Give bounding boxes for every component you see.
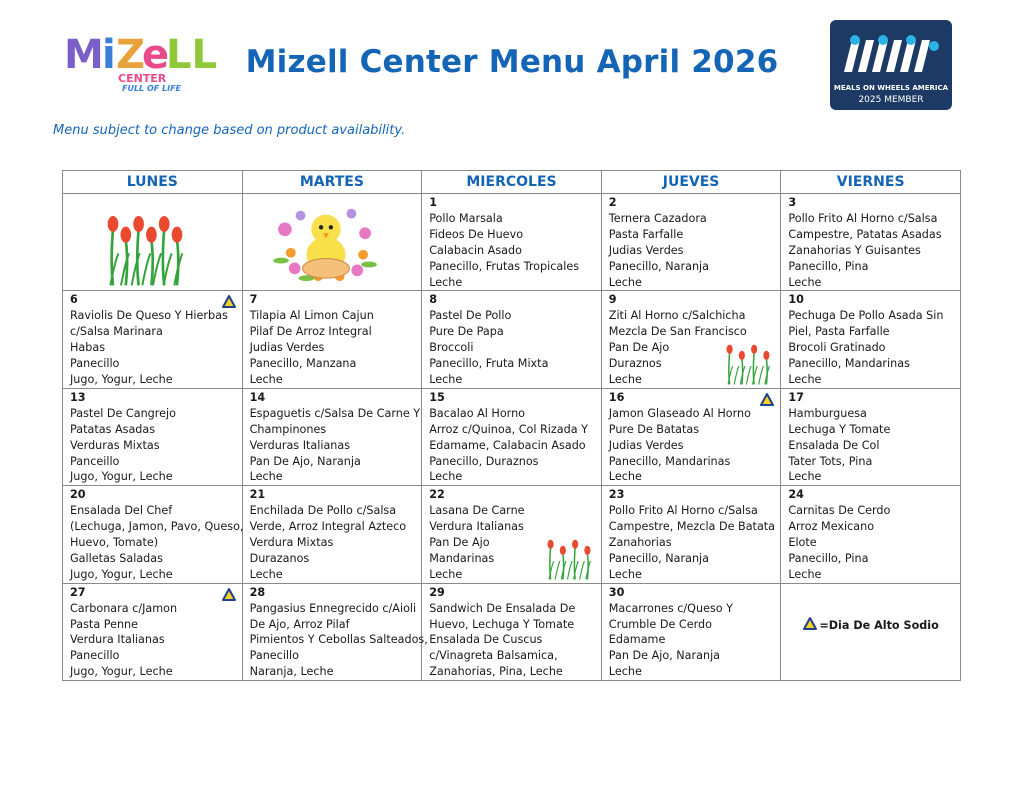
menu-item: Zanahorias Y Guisantes: [788, 243, 921, 257]
day-number: 10: [788, 293, 804, 307]
menu-item: Panecillo: [249, 649, 299, 663]
high-sodium-icon: [803, 617, 817, 635]
menu-item: Judias Verdes: [608, 438, 684, 452]
day-number: 15: [429, 390, 445, 404]
menu-item: Leche: [608, 567, 642, 581]
high-sodium-icon: [222, 588, 236, 601]
menu-item: Jugo, Yogur, Leche: [70, 372, 173, 386]
menu-item: Panecillo, Manzana: [249, 357, 357, 371]
menu-item: Huevo, Lechuga Y Tomate: [429, 617, 575, 631]
menu-item: Hamburguesa: [788, 406, 867, 420]
menu-item: Macarrones c/Queso Y: [608, 601, 734, 615]
day-cell: [601, 388, 781, 485]
menu-item: Panecillo: [70, 357, 120, 371]
legend-text: =Dia De Alto Sodio: [819, 618, 939, 632]
menu-item: Panecillo: [70, 649, 120, 663]
menu-item: Crumble De Cerdo: [608, 617, 712, 631]
high-sodium-icon: [760, 393, 774, 406]
day-cell: [601, 486, 781, 583]
menu-item: Pimientos Y Cebollas Salteados,: [249, 633, 428, 647]
menu-item: Pasta Penne: [70, 617, 139, 631]
menu-item: Carnitas De Cerdo: [788, 504, 891, 518]
day-number: 2: [608, 196, 617, 209]
menu-item: Enchilada De Pollo c/Salsa: [249, 504, 397, 518]
day-cell: [601, 583, 781, 680]
menu-item: Ternera Cazadora: [608, 211, 707, 225]
menu-item: Galletas Saladas: [70, 551, 163, 565]
menu-item: Pan De Ajo, Naranja: [608, 649, 721, 663]
meals-on-wheels-badge: [830, 20, 952, 110]
menu-item: Panecillo, Naranja: [608, 259, 710, 273]
weekday-header: LUNES: [63, 171, 243, 194]
menu-item: Naranja, Leche: [249, 665, 334, 679]
menu-item: Calabacin Asado: [429, 243, 522, 257]
svg-text:LL: LL: [166, 32, 217, 78]
weekday-header: MARTES: [242, 171, 422, 194]
menu-item: Jamon Glaseado Al Horno: [608, 406, 751, 420]
menu-item: Verduras Mixtas: [70, 438, 160, 452]
day-cell: [242, 291, 422, 388]
day-cell: [601, 291, 781, 388]
svg-text:Z: Z: [116, 32, 146, 78]
menu-item: Fideos De Huevo: [429, 227, 524, 241]
menu-item: Piel, Pasta Farfalle: [788, 325, 890, 339]
menu-item: Judias Verdes: [608, 243, 684, 257]
day-number: 29: [429, 585, 445, 599]
menu-item: Leche: [608, 470, 642, 484]
page-title: Mizell Center Menu April 2026: [245, 44, 779, 80]
menu-item: Leche: [608, 665, 642, 679]
day-number: 24: [788, 488, 804, 502]
menu-item: Pastel De Pollo: [429, 309, 512, 323]
day-number: 3: [788, 196, 797, 209]
decor-cell: [242, 194, 422, 291]
svg-text:e: e: [142, 32, 170, 78]
menu-item: Arroz Mexicano: [788, 520, 875, 534]
menu-item: Duraznos: [608, 357, 662, 371]
menu-item: Leche: [429, 567, 463, 581]
menu-item: Broccoli: [429, 341, 474, 355]
menu-item: Tater Tots, Pina: [788, 454, 873, 468]
menu-item: Pan De Ajo: [608, 341, 670, 355]
menu-item: Raviolis De Queso Y Hierbas: [70, 309, 228, 323]
day-cell: [242, 583, 428, 680]
easter-chick-image: [271, 198, 379, 291]
menu-item: Pollo Frito Al Horno c/Salsa: [788, 211, 938, 225]
tulips-image: [545, 535, 593, 581]
menu-item: Tilapia Al Limon Cajun: [249, 309, 374, 323]
day-number: 20: [70, 488, 86, 502]
day-cell: [422, 486, 602, 583]
menu-item: Leche: [788, 372, 822, 386]
menu-item: Verdura Italianas: [70, 633, 165, 647]
day-number: 16: [608, 390, 625, 404]
menu-item: Lasana De Carne: [429, 504, 525, 518]
day-cell: [422, 583, 602, 680]
menu-item: Carbonara c/Jamon: [70, 601, 178, 615]
menu-item: Pollo Frito Al Horno c/Salsa: [608, 504, 758, 518]
day-number: 6: [70, 293, 78, 307]
menu-item: Jugo, Yogur, Leche: [70, 665, 173, 679]
menu-item: Pechuga De Pollo Asada Sin: [788, 309, 944, 323]
menu-item: Ensalada Del Chef: [70, 504, 173, 518]
menu-item: Panecillo, Frutas Tropicales: [429, 259, 580, 273]
menu-item: Bacalao Al Horno: [429, 406, 526, 420]
day-number: 1: [429, 196, 437, 209]
menu-item: Huevo, Tomate): [70, 536, 159, 550]
menu-item: Verdura Italianas: [429, 520, 524, 534]
menu-item: Ensalada De Col: [788, 438, 880, 452]
sodium-legend-cell: [781, 583, 961, 680]
week-row: [63, 194, 961, 291]
day-number: 23: [608, 488, 625, 502]
menu-item: Patatas Asadas: [70, 422, 156, 436]
member-year-text: 2025 MEMBER: [858, 95, 924, 105]
menu-item: (Lechuga, Jamon, Pavo, Queso,: [70, 520, 244, 534]
tulips-image: [105, 208, 185, 293]
menu-item: Judias Verdes: [249, 341, 325, 355]
week-row: [63, 291, 961, 388]
day-number: 8: [429, 293, 437, 307]
menu-item: Mandarinas: [429, 551, 495, 565]
menu-item: Leche: [788, 567, 822, 581]
day-cell: [781, 486, 961, 583]
menu-item: Elote: [788, 536, 817, 550]
menu-item: Edamame: [608, 633, 666, 647]
menu-item: Panecillo, Pina: [788, 259, 869, 273]
weekday-header: JUEVES: [601, 171, 781, 194]
menu-item: Leche: [249, 372, 283, 386]
day-number: 27: [70, 585, 86, 599]
menu-item: Verduras Italianas: [249, 438, 351, 452]
menu-item: Leche: [249, 470, 283, 484]
menu-item: Pan De Ajo: [429, 536, 490, 550]
availability-notice: Menu subject to change based on product availability.: [53, 123, 406, 138]
menu-item: Ziti Al Horno c/Salchicha: [608, 309, 746, 323]
menu-item: Campestre, Mezcla De Batata: [608, 520, 776, 534]
day-number: 22: [429, 488, 445, 502]
day-cell: [422, 388, 602, 485]
day-cell: [63, 388, 243, 485]
weekday-header: VIERNES: [781, 171, 961, 194]
menu-item: Panecillo, Mandarinas: [788, 357, 910, 371]
day-cell: [242, 486, 422, 583]
weekday-header: MIERCOLES: [422, 171, 602, 194]
menu-item: Leche: [608, 372, 642, 386]
menu-item: Verde, Arroz Integral Azteco: [249, 520, 407, 534]
menu-item: Zanahorias: [608, 536, 672, 550]
menu-item: Ensalada De Cuscus: [429, 633, 543, 647]
menu-item: Pasta Farfalle: [608, 227, 684, 241]
day-cell: [422, 194, 602, 291]
week-row: [63, 583, 961, 680]
menu-item: Leche: [788, 470, 822, 484]
day-number: 7: [249, 293, 258, 307]
svg-text:i: i: [102, 32, 116, 78]
menu-item: Leche: [429, 275, 463, 289]
menu-item: Pollo Marsala: [429, 211, 503, 225]
menu-item: Pastel De Cangrejo: [70, 406, 176, 420]
day-number: 13: [70, 390, 86, 404]
day-cell: [242, 388, 422, 485]
day-cell: [63, 583, 243, 680]
day-cell: [781, 194, 961, 291]
menu-item: Brocoli Gratinado: [788, 341, 886, 355]
day-cell: [63, 291, 243, 388]
svg-text:CENTER: CENTER: [118, 72, 167, 85]
menu-calendar: [62, 170, 961, 681]
svg-text:M: M: [64, 32, 104, 78]
meals-on-wheels-text: MEALS ON WHEELS AMERICA: [833, 84, 949, 92]
decor-cell: [63, 194, 243, 291]
menu-item: Jugo, Yogur, Leche: [70, 470, 173, 484]
day-cell: [781, 291, 961, 388]
day-cell: [63, 486, 243, 583]
menu-item: Jugo, Yogur, Leche: [70, 567, 173, 581]
menu-item: Pangasius Ennegrecido c/Aioli: [249, 601, 417, 615]
menu-item: Arroz c/Quinoa, Col Rizada Y: [429, 422, 588, 436]
week-row: [63, 486, 961, 583]
sodium-legend: [803, 617, 938, 635]
menu-item: Leche: [608, 275, 642, 289]
menu-item: Pure De Batatas: [608, 422, 700, 436]
menu-item: Panecillo, Duraznos: [429, 454, 539, 468]
day-number: 17: [788, 390, 804, 404]
menu-item: De Ajo, Arroz Pilaf: [249, 617, 350, 631]
menu-item: Pilaf De Arroz Integral: [249, 325, 372, 339]
svg-text:FULL OF LIFE: FULL OF LIFE: [122, 84, 181, 93]
menu-item: Campestre, Patatas Asadas: [788, 227, 942, 241]
week-row: [63, 388, 961, 485]
menu-item: Leche: [249, 567, 283, 581]
menu-item: Champinones: [249, 422, 327, 436]
menu-item: Pure De Papa: [429, 325, 504, 339]
day-number: 28: [249, 585, 266, 599]
day-number: 30: [608, 585, 625, 599]
day-number: 14: [249, 390, 266, 404]
menu-item: Leche: [429, 470, 463, 484]
menu-item: Lechuga Y Tomate: [788, 422, 891, 436]
menu-item: Mezcla De San Francisco: [608, 325, 747, 339]
menu-item: Verdura Mixtas: [249, 536, 334, 550]
day-cell: [601, 194, 781, 291]
menu-item: Panecillo, Pina: [788, 551, 869, 565]
day-cell: [422, 291, 602, 388]
menu-item: Espaguetis c/Salsa De Carne Y: [249, 406, 421, 420]
menu-item: Sandwich De Ensalada De: [429, 601, 576, 615]
high-sodium-icon: [222, 295, 236, 308]
menu-item: Leche: [429, 372, 463, 386]
menu-item: Pan De Ajo, Naranja: [249, 454, 361, 468]
menu-item: Panecillo, Mandarinas: [608, 454, 731, 468]
menu-item: Durazanos: [249, 551, 310, 565]
tulips-image: [724, 340, 772, 386]
day-number: 21: [249, 488, 266, 502]
menu-item: Panecillo, Naranja: [608, 551, 710, 565]
menu-item: Leche: [788, 275, 822, 289]
day-cell: [781, 388, 961, 485]
menu-item: Panceillo: [70, 454, 120, 468]
menu-item: Panecillo, Fruta Mixta: [429, 357, 549, 371]
weekday-header-row: [63, 171, 961, 194]
menu-item: Zanahorias, Pina, Leche: [429, 665, 563, 679]
day-number: 9: [608, 293, 617, 307]
menu-item: c/Vinagreta Balsamica,: [429, 649, 558, 663]
menu-item: Habas: [70, 341, 106, 355]
menu-item: c/Salsa Marinara: [70, 325, 163, 339]
menu-item: Edamame, Calabacin Asado: [429, 438, 586, 452]
